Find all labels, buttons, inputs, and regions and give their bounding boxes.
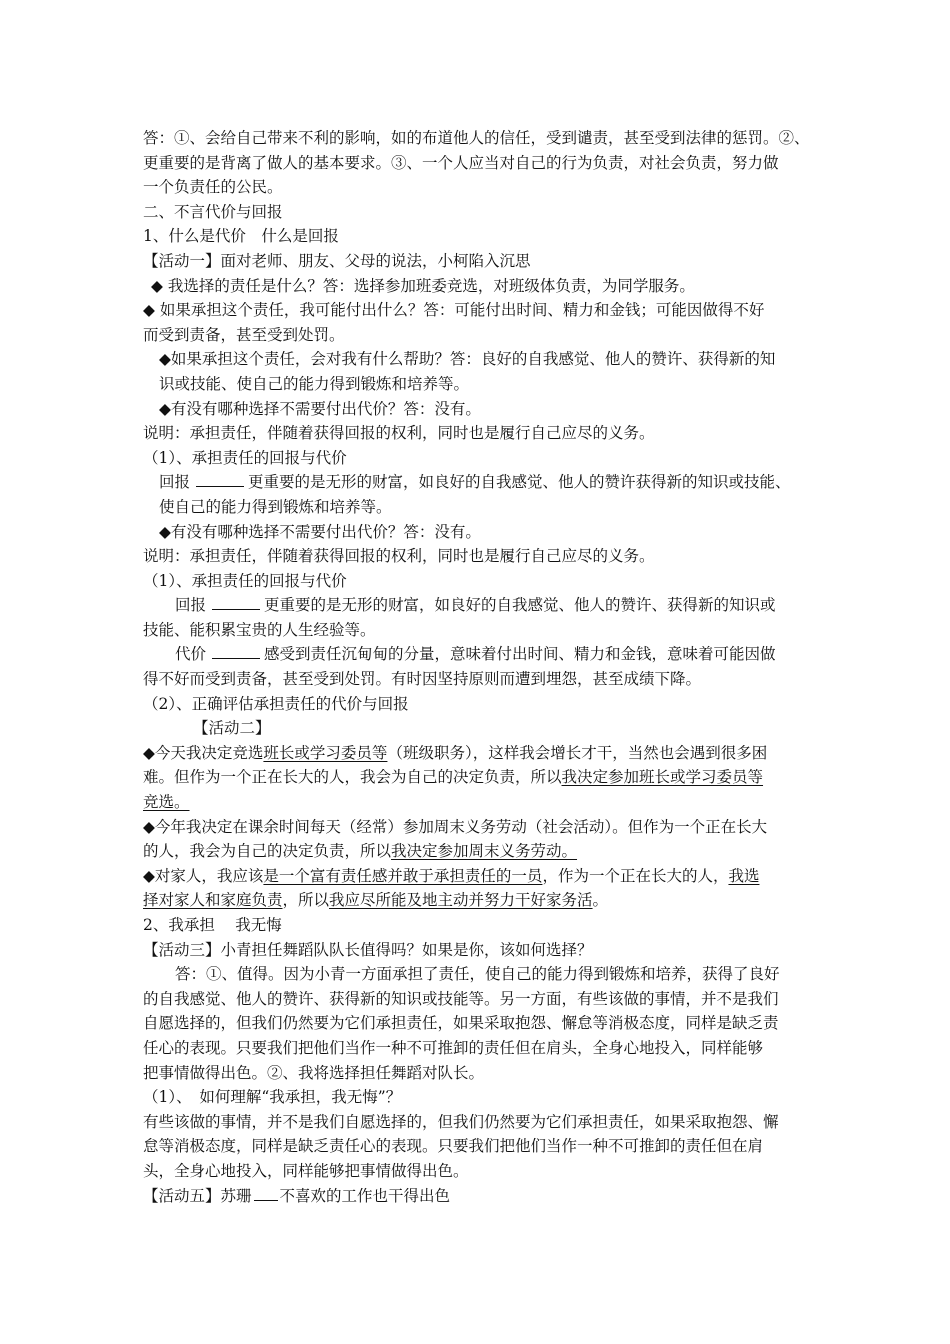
underlined-answer: 是一个富有责任感并敢于承担责任的一员	[263, 866, 543, 885]
text: 【活动三】小青担任舞蹈队队长值得吗？如果是你，该如何选择？	[143, 940, 593, 959]
text: 回报	[159, 473, 191, 492]
paragraph-line	[143, 790, 815, 815]
answer-blank	[196, 470, 244, 487]
text: ◆今天我决定竞选	[143, 743, 264, 762]
text: 说明：承担责任，伴随着获得回报的权利，同时也是履行自己应尽的义务。	[143, 547, 655, 566]
text: 识或技能、使自己的能力得到锻炼和培养等。	[159, 374, 470, 393]
text: 得不好而受到责备，甚至受到处罚。有时因坚持原则而遭到埋怨，甚至成绩下降。	[143, 670, 702, 689]
activity-heading	[143, 1184, 815, 1209]
text: 使自己的能力得到锻炼和培养等。	[159, 497, 392, 516]
bullet-line	[143, 274, 815, 299]
text: 的人，我会为自己的决定负责，所以	[143, 842, 392, 861]
text: 不喜欢的工作也干得出色	[279, 1186, 451, 1205]
text: （2）、正确评估承担责任的代价与回报	[143, 694, 409, 713]
subsection-heading	[143, 913, 815, 938]
answer-blank	[212, 593, 260, 610]
text: 技能、能积累宝贵的人生经验等。	[143, 620, 376, 639]
text: （1）、承担责任的回报与代价	[143, 448, 347, 467]
underlined-answer: 我决定参加班长或学习委员等	[561, 768, 764, 787]
underlined-answer: 我选	[728, 866, 760, 885]
underlined-answer: 班长或学习委员等	[263, 743, 388, 762]
text: 自愿选择的，但我们仍然要为它们承担责任，如果采取抱怨、懈怠等消极态度，同样是缺乏责	[143, 1014, 779, 1033]
paragraph-line	[143, 1036, 815, 1061]
subsection-heading	[143, 569, 815, 594]
paragraph-line	[143, 323, 815, 348]
fill-in-line	[143, 642, 815, 667]
text: 更重要的是无形的财富，如良好的自我感觉、他人的赞许、获得新的知识或	[264, 596, 776, 615]
subsection-heading	[143, 692, 815, 717]
text: 把事情做得出色。②、我将选择担任舞蹈对队长。	[143, 1063, 485, 1082]
text: ，作为一个正在长大的人，	[542, 866, 729, 885]
text: 一个负责任的公民。	[143, 178, 283, 197]
text: 任心的表现。只要我们把他们当作一种不可推卸的责任但在肩头，全身心地投入，同样能够	[143, 1038, 764, 1057]
paragraph-line	[143, 987, 815, 1012]
paragraph-line	[143, 175, 815, 200]
text: 更重要的是背离了做人的基本要求。③、一个人应当对自己的行为负责，对社会负责，努力做	[143, 153, 779, 172]
text: 说明：承担责任，伴随着获得回报的权利，同时也是履行自己应尽的义务。	[143, 424, 655, 443]
subsection-heading	[143, 446, 815, 471]
text: ，所以	[282, 891, 330, 910]
paragraph-line	[143, 667, 815, 692]
text: 更重要的是无形的财富，如良好的自我感觉、他人的赞许获得新的知识或技能、	[248, 473, 791, 492]
text: ◆如果承担这个责任，会对我有什么帮助？答：良好的自我感觉、他人的赞许、获得新的知	[159, 350, 776, 369]
text: 【活动五】苏珊	[143, 1186, 252, 1205]
text: 代价	[175, 645, 207, 664]
text: ◆有没有哪种选择不需要付出代价？答：没有。	[159, 522, 481, 541]
text: ◆对家人，我应该	[143, 866, 264, 885]
paragraph-line	[143, 1011, 815, 1036]
text: ◆ 如果承担这个责任，我可能付出什么？答：可能付出时间、精力和金钱；可能因做得不好	[143, 301, 765, 320]
text: ◆有没有哪种选择不需要付出代价？答：没有。	[159, 399, 481, 418]
paragraph-line	[143, 151, 815, 176]
text: 【活动一】面对老师、朋友、父母的说法，小柯陷入沉思	[143, 251, 531, 270]
paragraph-line	[143, 839, 815, 864]
note-line	[143, 421, 815, 446]
text: 2、我承担 我无悔	[143, 916, 282, 934]
text: 感受到责任沉甸甸的分量，意味着付出时间、精力和金钱，意味着可能因做	[264, 645, 776, 664]
bullet-line	[143, 347, 815, 372]
text: 怠等消极态度，同样是缺乏责任心的表现。只要我们把他们当作一种不可推卸的责任但在肩	[143, 1137, 764, 1156]
text: 1、什么是代价 什么是回报	[143, 227, 339, 246]
paragraph-line	[143, 888, 815, 913]
text: 。	[592, 891, 609, 910]
answer-blank	[254, 1184, 278, 1201]
section-heading	[143, 200, 815, 225]
text: （1）、承担责任的回报与代价	[143, 571, 347, 590]
subsection-heading	[143, 1085, 815, 1110]
text: （1）、 如何理解“我承担，我无悔”？	[143, 1088, 402, 1107]
text: 头，全身心地投入，同样能够把事情做得出色。	[143, 1161, 469, 1180]
text: 有些该做的事情，并不是我们自愿选择的，但我们仍然要为它们承担责任，如果采取抱怨、懈	[143, 1112, 779, 1131]
document-body	[143, 126, 815, 1208]
activity-heading	[143, 938, 815, 963]
fill-in-line	[143, 470, 815, 495]
text: （班级职务），这样我会增长才干，当然也会遇到很多困	[387, 743, 768, 762]
activity-heading	[143, 716, 815, 741]
text: 回报	[175, 596, 207, 615]
underlined-answer: 择对家人和家庭负责	[143, 891, 283, 910]
paragraph-line	[143, 1134, 815, 1159]
text: 的自我感觉、他人的赞许、获得新的知识或技能等。另一方面，有些该做的事情，并不是我们	[143, 989, 779, 1008]
text: 【活动二】	[193, 719, 271, 738]
paragraph-line	[143, 372, 815, 397]
text: 答：①、会给自己带来不利的影响，如的布道他人的信任，受到谴责，甚至受到法律的惩罚。②、	[143, 129, 810, 147]
paragraph-line	[143, 495, 815, 520]
paragraph-line	[143, 1061, 815, 1086]
note-line	[143, 544, 815, 569]
activity-heading	[143, 249, 815, 274]
underlined-answer: 我决定参加周末义务劳动。	[391, 842, 578, 861]
answer-blank	[212, 642, 260, 659]
text: 二、不言代价与回报	[143, 202, 283, 221]
paragraph-line	[143, 126, 815, 151]
underlined-answer: 竞选。	[143, 793, 190, 812]
fill-in-line	[143, 593, 815, 618]
bullet-line	[143, 520, 815, 545]
bullet-line	[143, 298, 815, 323]
bullet-line	[143, 864, 815, 889]
text: ◆今年我决定在课余时间每天（经常）参加周末义务劳动（社会活动）。但作为一个正在长大	[143, 817, 768, 836]
paragraph-line	[143, 765, 815, 790]
paragraph-line	[143, 1110, 815, 1135]
paragraph-line	[143, 1159, 815, 1184]
text: 答：①、值得。因为小青一方面承担了责任，使自己的能力得到锻炼和培养，获得了良好	[175, 965, 780, 984]
paragraph-line	[143, 962, 815, 987]
text: 难。但作为一个正在长大的人，我会为自己的决定负责，所以	[143, 768, 562, 787]
subsection-heading	[143, 224, 815, 249]
underlined-answer: 我应尽所能及地主动并努力干好家务活	[329, 891, 593, 910]
text: ◆ 我选择的责任是什么？答：选择参加班委竞选，对班级体负责，为同学服务。	[151, 276, 695, 295]
bullet-line	[143, 815, 815, 840]
bullet-line	[143, 397, 815, 422]
bullet-line	[143, 741, 815, 766]
text: 而受到责备，甚至受到处罚。	[143, 325, 345, 344]
paragraph-line	[143, 618, 815, 643]
